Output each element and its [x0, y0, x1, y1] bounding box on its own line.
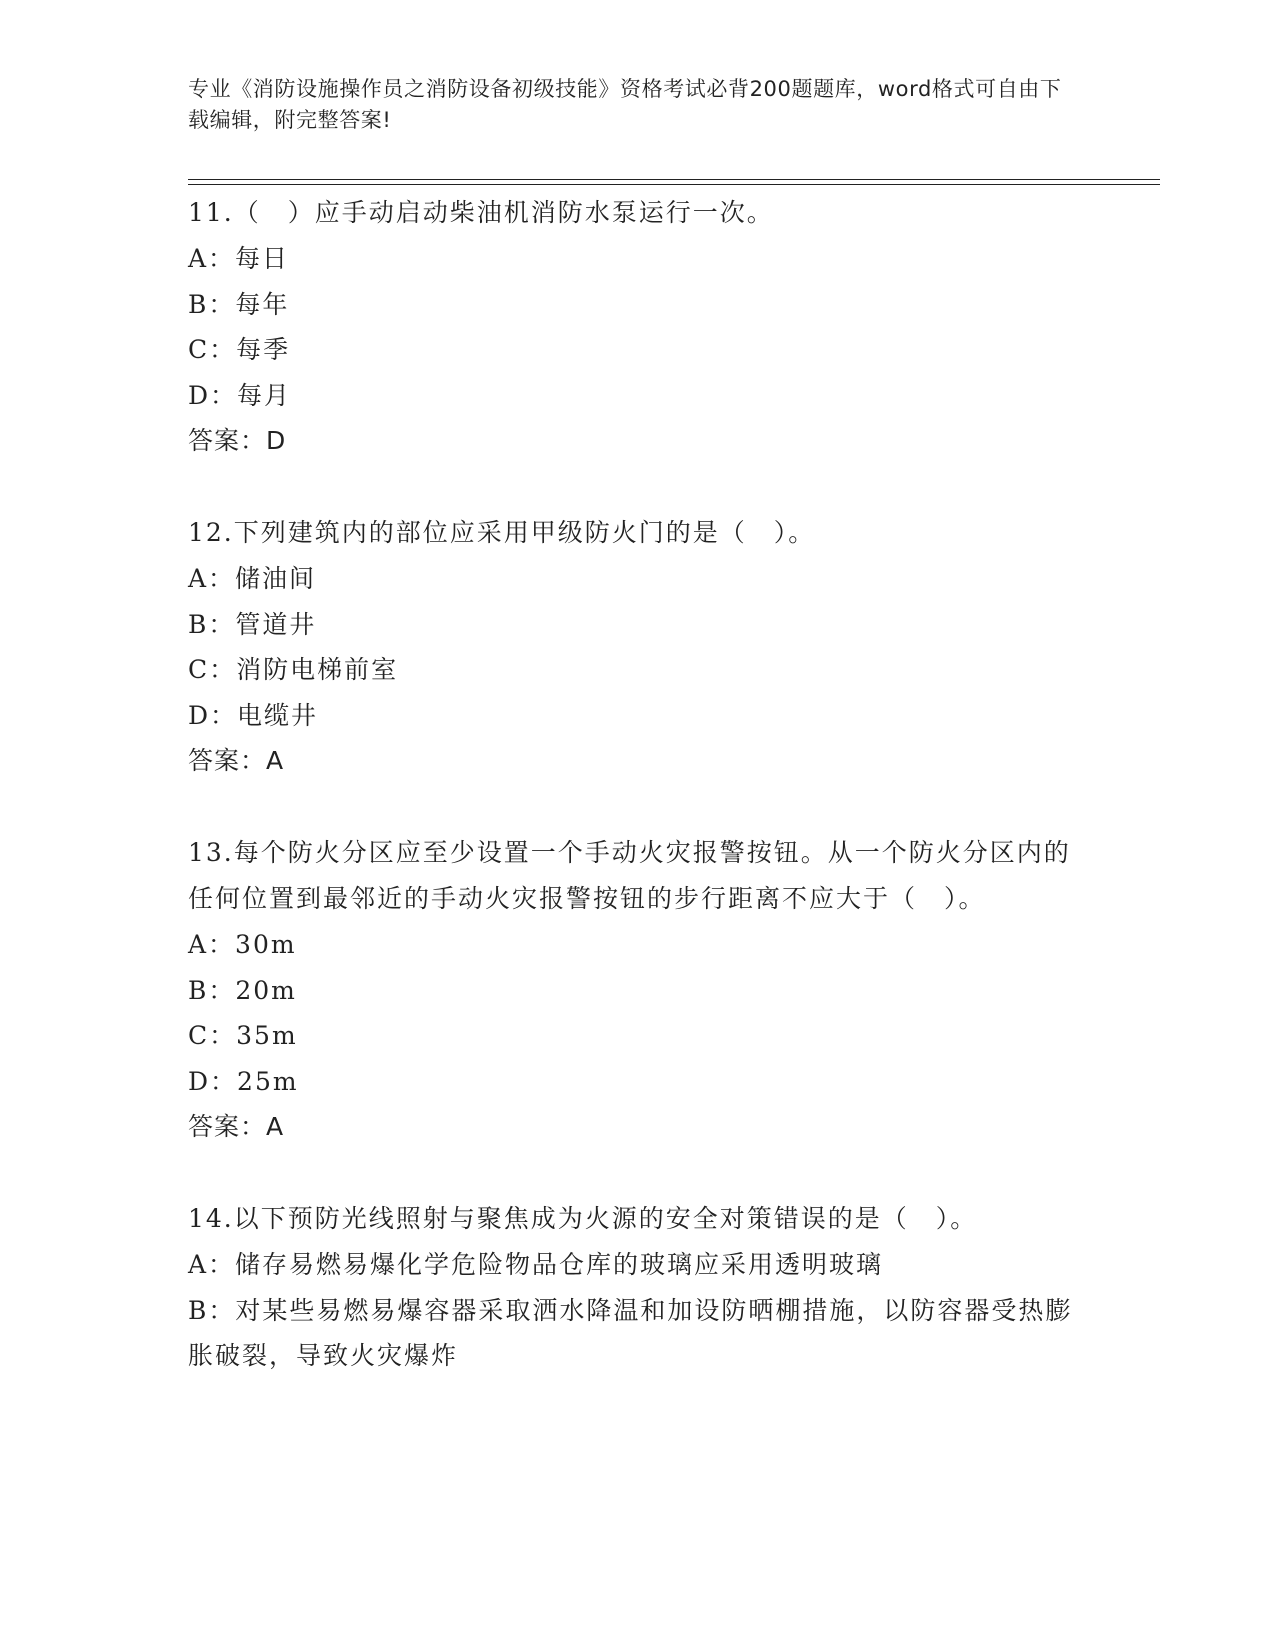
question-text: 14.以下预防光线照射与聚焦成为火源的安全对策错误的是（ ）。 — [188, 1204, 978, 1233]
option-b: B：管道井 — [188, 609, 317, 639]
option-c: C：消防电梯前室 — [188, 655, 399, 684]
option-b: B：对某些易燃易爆容器采取洒水降温和加设防晒棚措施，以防容器受热膨胀破裂，导致火灾爆炸 — [188, 1295, 1073, 1370]
answer-line: 答案：D — [188, 426, 287, 455]
question-text: 12.下列建筑内的部位应采用甲级防火门的是（ ）。 — [188, 518, 816, 547]
option-a: A：储存易燃易爆化学危险物品仓库的玻璃应采用透明玻璃 — [188, 1250, 884, 1279]
question-14 — [188, 1196, 1088, 1379]
option-b: B：每年 — [188, 289, 290, 319]
question-list — [188, 190, 1088, 1425]
question-12 — [188, 510, 1088, 784]
answer-line: 答案：A — [188, 1112, 285, 1141]
option-a: A：30m — [188, 930, 297, 959]
document-header: 专业《消防设施操作员之消防设备初级技能》资格考试必背200题题库，word格式可自由下载编辑，附完整答案! — [188, 77, 1062, 132]
option-d: D：25m — [188, 1066, 299, 1096]
header-divider-bottom — [188, 184, 1160, 185]
question-text: 13.每个防火分区应至少设置一个手动火灾报警按钮。从一个防火分区内的任何位置到最邻近的手动火灾报警按钮的步行距离不应大于（ ）。 — [188, 838, 1071, 913]
question-text: 11.（ ）应手动启动柴油机消防水泵运行一次。 — [188, 198, 774, 227]
question-11 — [188, 190, 1088, 464]
option-a: A：储油间 — [188, 564, 317, 593]
question-13 — [188, 830, 1088, 1150]
option-a: A：每日 — [188, 244, 290, 273]
header-divider-top — [188, 179, 1160, 180]
option-b: B：20m — [188, 975, 297, 1005]
option-c: C：每季 — [188, 335, 291, 364]
option-d: D：每月 — [188, 380, 292, 410]
option-d: D：电缆井 — [188, 700, 319, 730]
answer-line: 答案：A — [188, 746, 285, 775]
option-c: C：35m — [188, 1021, 298, 1050]
